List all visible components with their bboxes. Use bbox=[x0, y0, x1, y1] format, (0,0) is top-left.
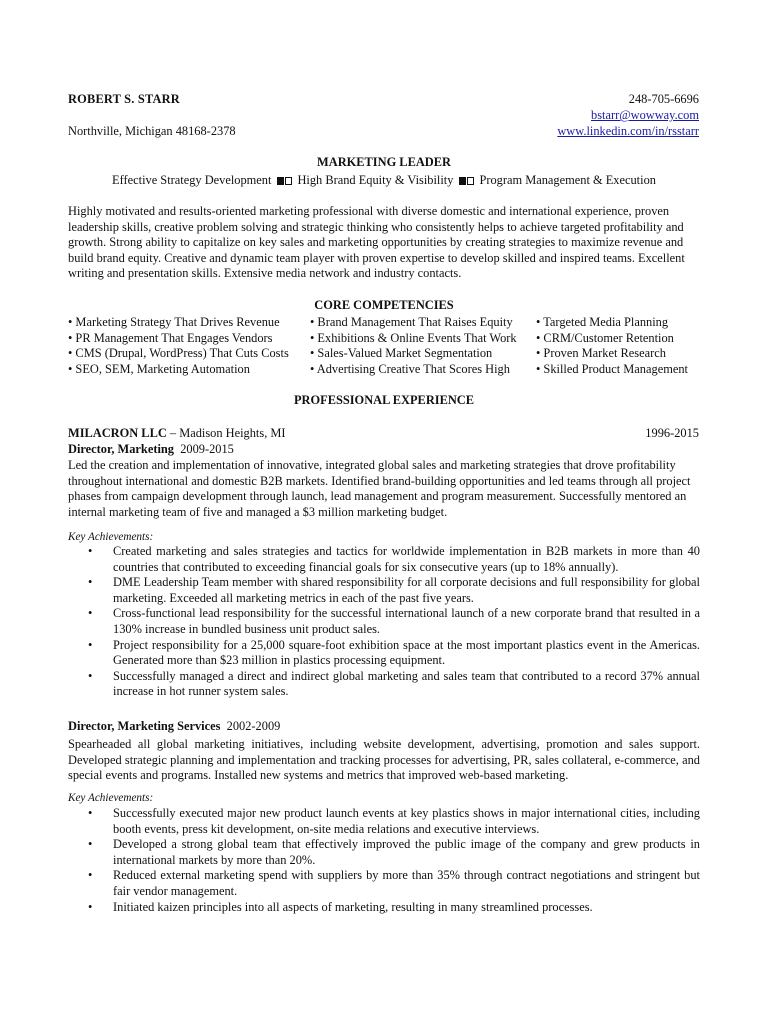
role-title: Director, Marketing Services bbox=[68, 719, 221, 733]
bullet-icon: • bbox=[88, 637, 93, 652]
company-line bbox=[68, 426, 286, 442]
role-title: Director, Marketing bbox=[68, 442, 174, 456]
role-description: Led the creation and implementation of innovative, integrated global sales and marketing strategies that drove profitability throughout international and domestic B2B markets. Identified brand-building opportunities and led teams through all project phases from campaign development through launch, lead management and program measurement. Successfully mentored an internal marketing team of five and managed a $3 million marketing budget. bbox=[68, 458, 691, 519]
bullet-icon: • bbox=[88, 606, 93, 621]
empty-square-icon bbox=[467, 177, 474, 185]
company-years: 1996-2015 bbox=[645, 426, 699, 440]
competency-item: • CRM/Customer Retention bbox=[536, 330, 674, 345]
tagline-item: High Brand Equity & Visibility bbox=[297, 173, 454, 187]
bullet-icon: • bbox=[88, 806, 93, 820]
achievement-list bbox=[68, 544, 700, 700]
role-heading bbox=[68, 719, 280, 735]
email-link[interactable]: bstarr@wowway.com bbox=[591, 108, 699, 122]
competency-column-1 bbox=[68, 315, 289, 377]
tagline-item: Effective Strategy Development bbox=[112, 173, 272, 187]
filled-square-icon bbox=[277, 177, 284, 185]
competency-item: • CMS (Drupal, WordPress) That Cuts Costs bbox=[68, 346, 289, 361]
role-dates: 2009-2015 bbox=[180, 442, 234, 456]
filled-square-icon bbox=[459, 177, 466, 185]
bullet-icon: • bbox=[88, 668, 93, 683]
headline-tagline bbox=[68, 173, 700, 189]
bullet-icon: • bbox=[88, 837, 93, 852]
core-competencies-title: CORE COMPETENCIES bbox=[314, 298, 454, 312]
address: Northville, Michigan 48168-2378 bbox=[68, 124, 236, 138]
role-description: Spearheaded all global marketing initiatives, including website development, advertising, promotion and sales support. Developed strategic planning and implementation and tracking processes for advertising, PR, sales collateral, e-commerce, and special events and programs. Installed new systems and metrics that improved web-based marketing. bbox=[68, 737, 700, 783]
role-dates: 2002-2009 bbox=[226, 719, 281, 733]
competency-item: • Brand Management That Raises Equity bbox=[310, 315, 513, 329]
experience-title: PROFESSIONAL EXPERIENCE bbox=[293, 393, 475, 407]
achievement-list bbox=[68, 806, 700, 915]
list-item: • Successfully executed major new product launch events at key plastics shows in major international cities, including booth events, press kit development, on-site media relations and executive interviews. bbox=[88, 806, 700, 836]
phone-number: 248-705-6696 bbox=[628, 92, 699, 106]
competency-item: • Targeted Media Planning bbox=[536, 315, 669, 329]
list-item: • Created marketing and sales strategies and tactics for worldwide implementation in B2B markets in more than 40 countries that contributed to exceeding financial goals for six consecutive years (up to 18% annually). bbox=[88, 544, 700, 574]
list-item: • Reduced external marketing spend with suppliers by more than 35% through contract negotiations and stringent but fair vendor management. bbox=[88, 868, 700, 898]
summary-paragraph: Highly motivated and results-oriented marketing professional with diverse domestic and international experience, proven leadership skills, creative problem solving and strategic thinking who consistently helps to achieve targeted profitability and growth. Strong ability to capitalize on key sales and marketing opportunities by creating strategies to maximize revenue and build brand equity. Creative and dynamic team player with proven expertise to develop skilled and inspired teams. Excellent writing and presentation skills. Extensive media network and industry contacts. bbox=[68, 204, 685, 281]
competency-column-3 bbox=[536, 315, 688, 377]
list-item: • Project responsibility for a 25,000 square-foot exhibition space at the most important plastics event in the Americas. Generated more than $23 million in plastics processing equipment. bbox=[88, 637, 700, 668]
role-heading bbox=[68, 442, 234, 458]
key-achievements-label: Key Achievements: bbox=[68, 531, 154, 543]
competency-item: • Marketing Strategy That Drives Revenue bbox=[68, 315, 280, 329]
list-item: • Successfully managed a direct and indirect global marketing and sales team that contributed to a record 37% annual increase in hot runner system sales. bbox=[88, 668, 700, 699]
competency-column-2 bbox=[310, 315, 517, 377]
list-item: • Cross-functional lead responsibility for the successful international launch of a new corporate brand that resulted in a 130% increase in bundled business unit product sales. bbox=[88, 606, 700, 636]
competency-item: • Exhibitions & Online Events That Work bbox=[310, 330, 517, 345]
competency-item: • Sales-Valued Market Segmentation bbox=[310, 346, 493, 361]
competency-item: • Proven Market Research bbox=[536, 346, 666, 361]
competency-item: • SEO, SEM, Marketing Automation bbox=[68, 361, 250, 376]
empty-square-icon bbox=[285, 177, 292, 185]
company-name: MILACRON LLC bbox=[68, 426, 167, 440]
competency-item: • PR Management That Engages Vendors bbox=[68, 330, 273, 345]
competency-item: • Advertising Creative That Scores High bbox=[310, 361, 510, 376]
tagline-item: Program Management & Execution bbox=[479, 173, 656, 187]
key-achievements-label: Key Achievements: bbox=[68, 792, 154, 804]
bullet-icon: • bbox=[88, 544, 93, 558]
bullet-icon: • bbox=[88, 575, 93, 590]
bullet-icon: • bbox=[88, 899, 93, 914]
list-item: • Initiated kaizen principles into all aspects of marketing, resulting in many streamlined processes. bbox=[88, 899, 593, 914]
linkedin-link[interactable]: www.linkedin.com/in/rsstarr bbox=[557, 124, 699, 138]
list-item: • DME Leadership Team member with shared responsibility for all corporate decisions and full responsibility for global marketing. Exceeded all marketing metrics in each of the past five years. bbox=[88, 575, 700, 605]
list-item: • Developed a strong global team that effectively improved the public image of the company and grew products in international markets by more than 20%. bbox=[88, 837, 700, 867]
candidate-name: ROBERT S. STARR bbox=[68, 92, 180, 106]
headline-title: MARKETING LEADER bbox=[317, 155, 451, 169]
competency-item: • Skilled Product Management bbox=[536, 361, 688, 376]
bullet-icon: • bbox=[88, 868, 93, 883]
company-location: – Madison Heights, MI bbox=[166, 426, 286, 440]
